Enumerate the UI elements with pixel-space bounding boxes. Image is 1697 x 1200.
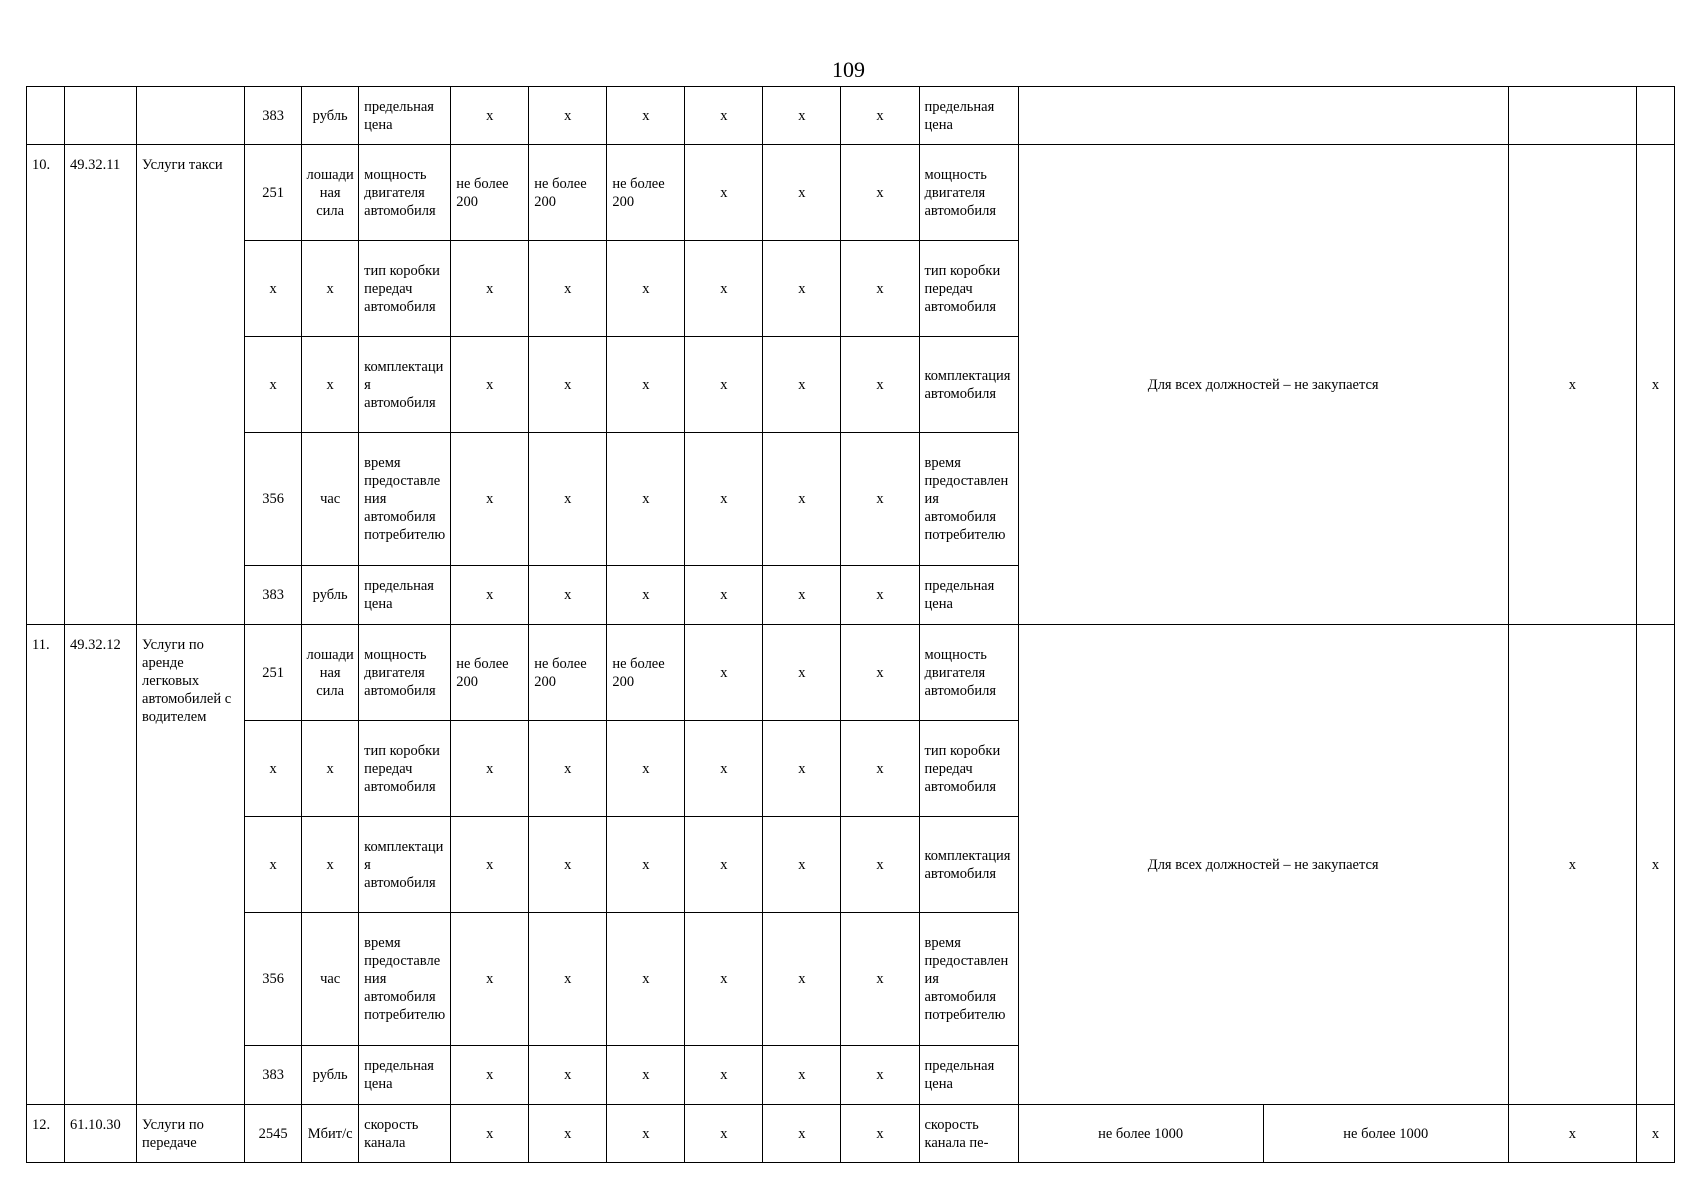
- value-cell: x: [529, 241, 607, 337]
- value-cell: x: [607, 241, 685, 337]
- unit-cell: лошадиная сила: [302, 625, 359, 721]
- characteristic-cell: время предоставления автомобиля потребителю: [359, 433, 451, 566]
- characteristic-cell: предельная цена: [919, 566, 1018, 625]
- approved-value-cell: не более 1000: [1018, 1105, 1263, 1163]
- value-cell: x: [529, 337, 607, 433]
- characteristic-cell: скорость канала: [359, 1105, 451, 1163]
- characteristic-cell: мощность двигателя автомобиля: [919, 625, 1018, 721]
- value-cell: x: [763, 87, 841, 145]
- value-cell: x: [841, 145, 919, 241]
- characteristic-cell: тип коробки передач автомобиля: [359, 241, 451, 337]
- value-cell: x: [841, 337, 919, 433]
- value-cell: x: [529, 433, 607, 566]
- value-cell: x: [763, 721, 841, 817]
- characteristic-cell: комплектация автомобиля: [919, 337, 1018, 433]
- value-cell: x: [451, 1046, 529, 1105]
- okei-code-cell: 251: [245, 625, 302, 721]
- value-cell: x: [451, 87, 529, 145]
- value-cell: x: [841, 1046, 919, 1105]
- value-cell: x: [607, 721, 685, 817]
- value-cell: не более 200: [607, 145, 685, 241]
- value-cell: x: [685, 625, 763, 721]
- value-cell: x: [685, 433, 763, 566]
- unit-cell: x: [302, 241, 359, 337]
- justification-cell: x: [1508, 625, 1636, 1105]
- requirements-table: [26, 86, 1675, 1163]
- page-number: 109: [832, 57, 865, 82]
- unit-cell: час: [302, 433, 359, 566]
- value-cell: x: [763, 566, 841, 625]
- characteristic-cell: тип коробки передач автомобиля: [919, 721, 1018, 817]
- table-row: [27, 625, 1675, 721]
- value-cell: x: [529, 913, 607, 1046]
- justification-cell: x: [1508, 145, 1636, 625]
- value-cell: x: [685, 87, 763, 145]
- approved-value-cell: не более 1000: [1263, 1105, 1508, 1163]
- value-cell: x: [451, 1105, 529, 1163]
- value-cell: x: [451, 913, 529, 1046]
- okei-code-cell: 251: [245, 145, 302, 241]
- characteristic-cell: скорость канала пе-: [919, 1105, 1018, 1163]
- unit-cell: лошадиная сила: [302, 145, 359, 241]
- characteristic-cell: мощность двигателя автомобиля: [919, 145, 1018, 241]
- function-cell: [1636, 87, 1674, 145]
- value-cell: x: [607, 87, 685, 145]
- value-cell: x: [763, 145, 841, 241]
- unit-cell: рубль: [302, 1046, 359, 1105]
- value-cell: не более 200: [529, 145, 607, 241]
- value-cell: x: [451, 241, 529, 337]
- okpd-code-cell: 61.10.30: [65, 1105, 137, 1163]
- value-cell: x: [685, 337, 763, 433]
- okei-code-cell: x: [245, 817, 302, 913]
- okei-code-cell: 356: [245, 433, 302, 566]
- item-name-cell: Услуги по аренде легковых автомобилей с водителем: [137, 625, 245, 1105]
- item-name-cell: [137, 87, 245, 145]
- table-row: [27, 87, 1675, 145]
- value-cell: x: [841, 1105, 919, 1163]
- characteristic-cell: предельная цена: [359, 566, 451, 625]
- okpd-code-cell: 49.32.12: [65, 625, 137, 1105]
- value-cell: не более 200: [451, 145, 529, 241]
- value-cell: x: [607, 337, 685, 433]
- value-cell: x: [763, 817, 841, 913]
- okei-code-cell: 383: [245, 87, 302, 145]
- value-cell: x: [763, 625, 841, 721]
- value-cell: x: [451, 721, 529, 817]
- value-cell: не более 200: [529, 625, 607, 721]
- okei-code-cell: x: [245, 337, 302, 433]
- function-cell: x: [1636, 1105, 1674, 1163]
- row-number-cell: [27, 87, 65, 145]
- characteristic-cell: комплектация автомобиля: [359, 817, 451, 913]
- value-cell: x: [607, 913, 685, 1046]
- unit-cell: x: [302, 721, 359, 817]
- table-row: [27, 145, 1675, 241]
- merged-note-cell: Для всех должностей – не закупается: [1018, 625, 1508, 1105]
- value-cell: x: [451, 337, 529, 433]
- value-cell: x: [529, 817, 607, 913]
- justification-cell: [1508, 87, 1636, 145]
- value-cell: x: [763, 913, 841, 1046]
- value-cell: x: [607, 433, 685, 566]
- table-row: [27, 1105, 1675, 1163]
- value-cell: x: [685, 1105, 763, 1163]
- characteristic-cell: предельная цена: [919, 1046, 1018, 1105]
- unit-cell: x: [302, 337, 359, 433]
- value-cell: x: [451, 817, 529, 913]
- value-cell: x: [685, 1046, 763, 1105]
- value-cell: x: [841, 433, 919, 566]
- value-cell: x: [763, 433, 841, 566]
- value-cell: x: [529, 1105, 607, 1163]
- value-cell: x: [607, 566, 685, 625]
- characteristic-cell: мощность двигателя автомобиля: [359, 625, 451, 721]
- characteristic-cell: мощность двигателя автомобиля: [359, 145, 451, 241]
- value-cell: x: [451, 433, 529, 566]
- value-cell: x: [841, 566, 919, 625]
- okei-code-cell: 356: [245, 913, 302, 1046]
- value-cell: x: [451, 566, 529, 625]
- justification-cell: x: [1508, 1105, 1636, 1163]
- characteristic-cell: время предоставления автомобиля потребителю: [359, 913, 451, 1046]
- value-cell: x: [841, 721, 919, 817]
- characteristic-cell: предельная цена: [359, 87, 451, 145]
- value-cell: x: [607, 817, 685, 913]
- characteristic-cell: время предоставления автомобиля потребителю: [919, 913, 1018, 1046]
- unit-cell: час: [302, 913, 359, 1046]
- function-cell: x: [1636, 625, 1674, 1105]
- okpd-code-cell: [65, 87, 137, 145]
- value-cell: x: [685, 817, 763, 913]
- characteristic-cell: комплектация автомобиля: [359, 337, 451, 433]
- value-cell: x: [685, 721, 763, 817]
- characteristic-cell: тип коробки передач автомобиля: [919, 241, 1018, 337]
- value-cell: x: [607, 1105, 685, 1163]
- characteristic-cell: тип коробки передач автомобиля: [359, 721, 451, 817]
- merged-note-cell: Для всех должностей – не закупается: [1018, 145, 1508, 625]
- unit-cell: рубль: [302, 87, 359, 145]
- value-cell: x: [685, 566, 763, 625]
- approved-value-cell: [1018, 87, 1508, 145]
- value-cell: x: [685, 913, 763, 1046]
- value-cell: x: [607, 1046, 685, 1105]
- unit-cell: рубль: [302, 566, 359, 625]
- characteristic-cell: предельная цена: [359, 1046, 451, 1105]
- okei-code-cell: x: [245, 721, 302, 817]
- value-cell: x: [841, 625, 919, 721]
- value-cell: x: [763, 241, 841, 337]
- characteristic-cell: время предоставления автомобиля потребителю: [919, 433, 1018, 566]
- value-cell: x: [529, 566, 607, 625]
- row-number-cell: 11.: [27, 625, 65, 1105]
- value-cell: x: [841, 817, 919, 913]
- function-cell: x: [1636, 145, 1674, 625]
- okei-code-cell: x: [245, 241, 302, 337]
- value-cell: x: [529, 87, 607, 145]
- row-number-cell: 12.: [27, 1105, 65, 1163]
- okei-code-cell: 383: [245, 566, 302, 625]
- item-name-cell: Услуги такси: [137, 145, 245, 625]
- value-cell: x: [763, 1046, 841, 1105]
- value-cell: не более 200: [451, 625, 529, 721]
- characteristic-cell: комплектация автомобиля: [919, 817, 1018, 913]
- value-cell: x: [763, 337, 841, 433]
- value-cell: x: [841, 241, 919, 337]
- unit-cell: Мбит/с: [302, 1105, 359, 1163]
- value-cell: x: [841, 913, 919, 1046]
- okei-code-cell: 2545: [245, 1105, 302, 1163]
- okpd-code-cell: 49.32.11: [65, 145, 137, 625]
- value-cell: x: [685, 145, 763, 241]
- unit-cell: x: [302, 817, 359, 913]
- row-number-cell: 10.: [27, 145, 65, 625]
- value-cell: не более 200: [607, 625, 685, 721]
- value-cell: x: [763, 1105, 841, 1163]
- item-name-cell: Услуги по передаче: [137, 1105, 245, 1163]
- okei-code-cell: 383: [245, 1046, 302, 1105]
- value-cell: x: [529, 1046, 607, 1105]
- value-cell: x: [841, 87, 919, 145]
- value-cell: x: [529, 721, 607, 817]
- characteristic-cell: предельная цена: [919, 87, 1018, 145]
- value-cell: x: [685, 241, 763, 337]
